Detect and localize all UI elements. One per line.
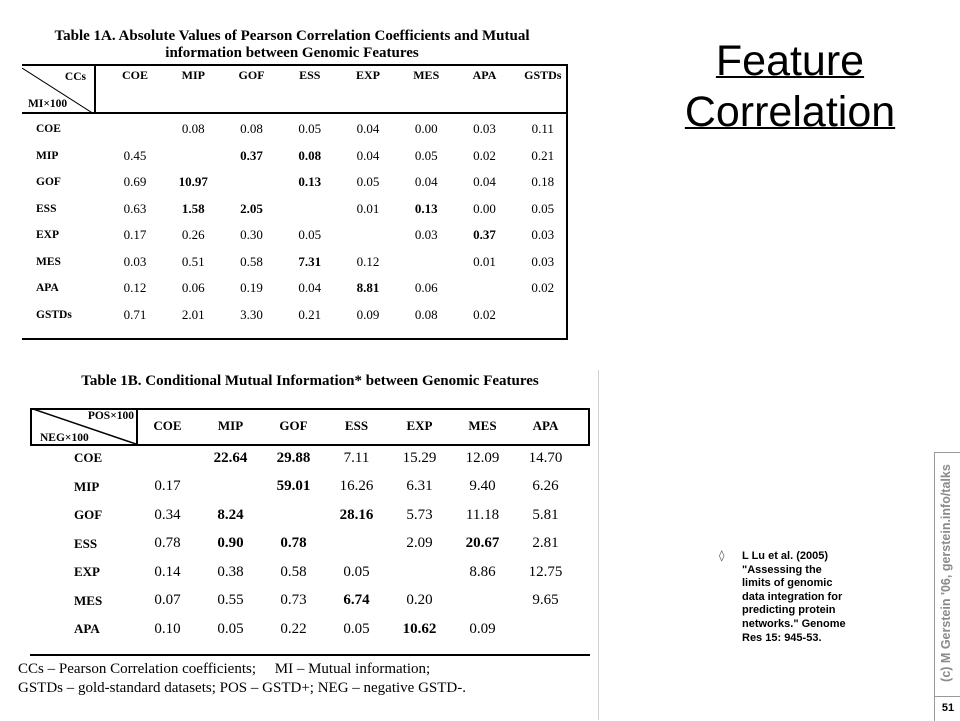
table-cell — [455, 275, 513, 302]
column-header: MIP — [181, 68, 205, 82]
row-header: ESS — [74, 535, 98, 551]
table-cell: 29.88 — [276, 449, 311, 466]
table-cell: 0.37 — [240, 147, 263, 163]
row-header: ESS — [36, 202, 57, 215]
table-cell — [339, 222, 397, 249]
table-cell: 0.78 — [280, 535, 307, 552]
table-cell: 0.01 — [473, 253, 496, 269]
table-cell: 0.03 — [531, 227, 555, 243]
table-cell: 0.37 — [473, 227, 496, 243]
table-cell: 2.09 — [406, 535, 433, 552]
table-cell: 0.38 — [217, 563, 244, 580]
table-cell: 20.67 — [465, 535, 500, 552]
table-1b-title: Table 1B. Conditional Mutual Information* between Genomic Features — [81, 373, 539, 389]
table-cell: 28.16 — [339, 506, 374, 523]
table-cell: 10.97 — [178, 174, 208, 190]
table-cell: 0.20 — [406, 592, 433, 609]
table-cell: 0.73 — [280, 592, 307, 609]
table-cell — [388, 558, 451, 587]
table-row — [22, 143, 572, 170]
table-row — [30, 558, 577, 587]
table-cell: 0.00 — [473, 200, 496, 216]
table-1a — [0, 0, 572, 348]
table-cell: 0.02 — [473, 147, 496, 163]
table-cell: 9.40 — [469, 478, 496, 495]
row-header: MIP — [74, 478, 100, 494]
row-header: MIP — [36, 149, 59, 162]
table-cell: 0.05 — [298, 121, 322, 137]
table-cell: 9.65 — [532, 592, 559, 609]
table-cell: 0.00 — [414, 121, 438, 137]
table-cell: 7.11 — [343, 449, 370, 466]
table-cell: 0.17 — [123, 227, 147, 243]
table-cell: 2.01 — [181, 306, 205, 322]
column-header: MIP — [217, 418, 244, 433]
table-cell: 0.51 — [181, 253, 205, 269]
table-cell — [451, 587, 514, 616]
table-cell — [199, 473, 262, 502]
table-cell: 0.05 — [298, 227, 322, 243]
table-cell: 0.04 — [356, 147, 380, 163]
table-cell: 0.04 — [473, 174, 496, 190]
table-1b-corner-cell — [30, 408, 136, 444]
table-cell: 2.05 — [240, 200, 263, 216]
table-row — [22, 196, 572, 223]
table-row — [30, 530, 577, 559]
table-row — [22, 302, 572, 329]
table-cell: 0.05 — [356, 174, 380, 190]
table-cell: 0.58 — [280, 563, 307, 580]
row-header: APA — [36, 282, 59, 295]
table-cell: 0.05 — [343, 563, 370, 580]
row-header: GOF — [36, 176, 61, 189]
row-header: GOF — [74, 507, 103, 523]
table-cell: 0.22 — [280, 620, 307, 637]
table-cell: 0.18 — [531, 174, 555, 190]
table-cell: 0.21 — [298, 306, 322, 322]
table-row — [22, 249, 572, 276]
table-cell: 0.08 — [181, 121, 205, 137]
column-header: GSTDs — [524, 68, 562, 82]
table-row — [22, 222, 572, 249]
table-cell: 0.02 — [473, 306, 496, 322]
table-footnote — [18, 660, 608, 698]
table-cell: 0.63 — [123, 200, 147, 216]
column-header: APA — [472, 68, 497, 82]
table-cell — [514, 615, 577, 644]
column-header: COE — [153, 418, 182, 433]
table-cell: 0.02 — [531, 280, 555, 296]
table-1a-corner-cell — [22, 68, 94, 112]
table-1b — [30, 408, 590, 656]
table-row — [30, 473, 577, 502]
row-header: COE — [36, 123, 61, 136]
table-cell: 8.81 — [356, 280, 380, 296]
footnote-line-2: GSTDs – gold-standard datasets; POS – GSTD+; NEG – negative GSTD-. — [18, 680, 467, 696]
table-cell: 0.34 — [154, 506, 181, 523]
row-header: APA — [74, 621, 100, 637]
table-cell: 7.31 — [298, 253, 322, 269]
table-cell: 0.13 — [298, 174, 322, 190]
table-cell: 5.81 — [532, 506, 559, 523]
table-row — [30, 587, 577, 616]
diamond-bullet-icon: ◊ — [719, 549, 725, 562]
table-cell: 0.14 — [154, 563, 181, 580]
table-cell: 12.75 — [528, 563, 563, 580]
table-cell: 3.30 — [240, 306, 263, 322]
table-cell: 0.13 — [414, 200, 438, 216]
table-cell: 59.01 — [276, 478, 311, 495]
table-cell: 0.06 — [414, 280, 438, 296]
row-header: MES — [36, 255, 61, 268]
table-cell — [262, 501, 325, 530]
table-cell — [281, 196, 339, 223]
column-header: MES — [413, 68, 440, 82]
footnote-line-1: CCs – Pearson Correlation coefficients; MI – Mutual information; — [18, 661, 431, 677]
table-1b-header-row — [30, 408, 577, 444]
table-cell: 0.11 — [531, 121, 554, 137]
table-row — [30, 501, 577, 530]
corner-top-label: POS×100 — [87, 410, 134, 422]
table-cell: 0.05 — [343, 620, 370, 637]
table-cell: 0.06 — [181, 280, 205, 296]
table-cell: 0.03 — [531, 253, 555, 269]
table-cell: 14.70 — [528, 449, 563, 466]
table-cell: 8.24 — [217, 506, 244, 523]
table-cell: 0.09 — [469, 620, 496, 637]
corner-bottom-label: MI×100 — [28, 98, 68, 110]
table-cell: 6.74 — [343, 592, 370, 609]
table-cell: 0.05 — [531, 200, 555, 216]
table-cell: 16.26 — [339, 478, 374, 495]
corner-top-label: CCs — [64, 71, 86, 83]
reference-citation: L Lu et al. (2005) "Assessing the limits of genomic data integration for predicting protein networks." Genome Res 15: 945-53. — [742, 550, 846, 644]
column-header: GOF — [238, 68, 265, 82]
table-cell: 0.08 — [240, 121, 263, 137]
table-cell: 0.04 — [356, 121, 380, 137]
table-cell: 0.03 — [123, 253, 147, 269]
table-cell: 0.55 — [217, 592, 244, 609]
table-cell: 0.71 — [123, 306, 147, 322]
table-cell: 0.19 — [240, 280, 263, 296]
table-cell: 2.81 — [532, 535, 559, 552]
column-header: COE — [122, 68, 149, 82]
table-1a-title: Table 1A. Absolute Values of Pearson Correlation Coefficients and Mutual information between Genomic Features — [54, 28, 530, 61]
table-cell: 1.58 — [181, 200, 205, 216]
table-cell — [106, 116, 164, 143]
table-cell: 0.78 — [154, 535, 181, 552]
table-cell: 0.21 — [531, 147, 555, 163]
table-cell: 0.45 — [123, 147, 147, 163]
table-cell — [325, 530, 388, 559]
table-1a-grid — [22, 64, 572, 328]
table-cell: 5.73 — [406, 506, 433, 523]
table-cell: 6.31 — [406, 478, 433, 495]
row-header: EXP — [36, 229, 59, 242]
table-cell — [222, 169, 280, 196]
table-cell: 0.04 — [414, 174, 438, 190]
column-header: EXP — [406, 418, 433, 433]
table-row — [22, 169, 572, 196]
table-row — [30, 444, 577, 473]
table-1a-header-row — [22, 64, 572, 116]
table-cell — [514, 302, 572, 329]
column-header: MES — [468, 418, 497, 433]
table-cell: 0.08 — [414, 306, 438, 322]
table-cell: 0.26 — [181, 227, 205, 243]
table-cell: 0.03 — [473, 121, 496, 137]
table-1b-corner — [30, 408, 136, 444]
table-cell — [397, 249, 455, 276]
table-cell: 8.86 — [469, 563, 496, 580]
page-number: 51 — [934, 696, 960, 721]
table-1a-corner — [22, 64, 106, 116]
table-cell: 6.26 — [532, 478, 559, 495]
table-row — [30, 615, 577, 644]
table-cell: 0.05 — [414, 147, 438, 163]
table-cell: 0.12 — [356, 253, 380, 269]
copyright-credit: (c) M Gerstein '06, gerstein.info/talks — [939, 464, 953, 682]
table-cell: 0.05 — [217, 620, 244, 637]
table-cell: 0.03 — [414, 227, 438, 243]
table-cell: 0.07 — [154, 592, 181, 609]
table-cell: 10.62 — [402, 620, 437, 637]
column-header: APA — [532, 418, 559, 433]
table-cell — [136, 444, 199, 473]
row-header: GSTDs — [36, 308, 72, 321]
slide-title: Feature Correlation — [684, 37, 896, 136]
table-cell: 0.17 — [154, 478, 181, 495]
table-row — [22, 275, 572, 302]
column-header: GOF — [279, 418, 308, 433]
table-cell: 0.90 — [217, 535, 244, 552]
table-cell: 0.30 — [240, 227, 263, 243]
table-cell: 0.04 — [298, 280, 322, 296]
table-cell: 0.08 — [298, 147, 322, 163]
corner-bottom-label: NEG×100 — [40, 432, 89, 444]
row-header: COE — [74, 450, 103, 466]
table-cell: 0.58 — [240, 253, 263, 269]
table-cell — [164, 143, 222, 170]
column-header: EXP — [356, 68, 380, 82]
table-cell: 12.09 — [465, 449, 500, 466]
column-header: ESS — [344, 418, 369, 433]
column-header: ESS — [299, 68, 321, 82]
table-cell: 15.29 — [402, 449, 437, 466]
table-cell: 0.09 — [356, 306, 380, 322]
table-1a-bottom-rule — [22, 338, 568, 340]
table-cell: 11.18 — [465, 506, 500, 523]
table-row — [22, 116, 572, 143]
table-cell: 22.64 — [213, 449, 248, 466]
row-header: EXP — [74, 564, 100, 580]
table-cell: 0.10 — [154, 620, 181, 637]
row-header: MES — [74, 592, 103, 608]
table-cell: 0.69 — [123, 174, 147, 190]
table-cell: 0.12 — [123, 280, 147, 296]
table-cell: 0.01 — [356, 200, 380, 216]
